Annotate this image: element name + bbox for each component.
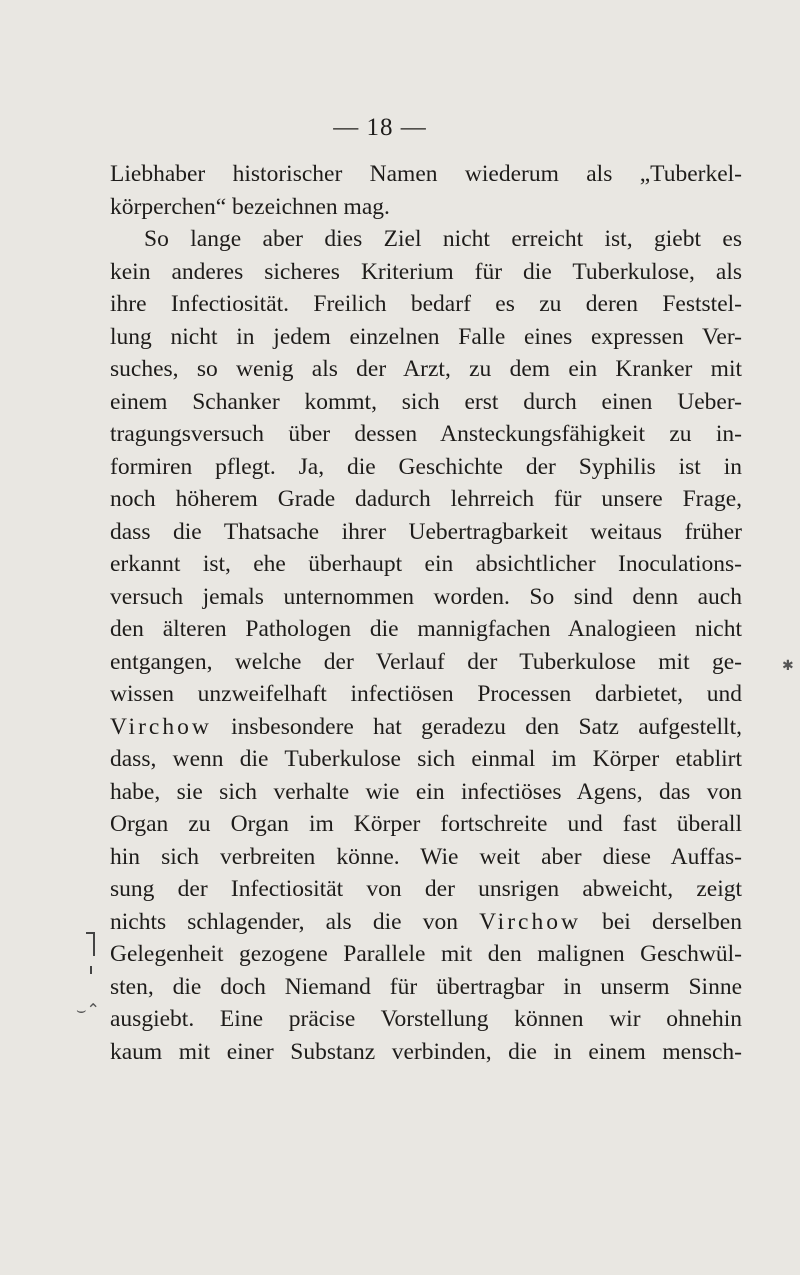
text-line: Organ zu Organ im Körper fortschreite und fast überall <box>110 811 742 837</box>
text-line: suches, so wenig als der Arzt, zu dem ein Kranker mit <box>110 356 742 382</box>
spaced-name: Virchow <box>110 713 212 740</box>
text-line: Virchow insbesondere hat geradezu den Satz aufgestellt, <box>110 713 742 740</box>
text-line: dass, wenn die Tuberkulose sich einmal im Körper etablirt <box>110 746 742 772</box>
text-line: den älteren Pathologen die mannigfachen Analogieen nicht <box>110 616 742 642</box>
page-number: — 18 — <box>333 114 427 141</box>
text-line: erkannt ist, ehe überhaupt ein absichtlicher Inoculations- <box>110 551 742 577</box>
text-line: wissen unzweifelhaft infectiösen Processen darbietet, und <box>110 681 742 707</box>
text-line: entgangen, welche der Verlauf der Tuberkulose mit ge- <box>110 648 742 675</box>
text-line: Liebhaber historischer Namen wiederum als „Tuberkel- <box>110 161 742 187</box>
spaced-name: Virchow <box>479 908 581 935</box>
text-line: ihre Infectiosität. Freilich bedarf es zu deren Feststel- <box>110 291 742 317</box>
text-line: einem Schanker kommt, sich erst durch einen Ueber- <box>110 388 742 415</box>
text-line: lung nicht in jedem einzelnen Falle eines expressen Ver- <box>110 323 742 350</box>
text-line: hin sich verbreiten könne. Wie weit aber diese Auffas- <box>110 843 742 870</box>
text-line: Gelegenheit gezogene Parallele mit den malignen Geschwül- <box>110 941 742 967</box>
text-line: kein anderes sicheres Kriterium für die Tuberkulose, als <box>110 258 742 285</box>
body-text <box>110 158 742 1068</box>
margin-tick-mark <box>90 966 92 974</box>
text-line: formiren pflegt. Ja, die Geschichte der Syphilis ist in <box>110 453 742 480</box>
text-line: sung der Infectiosität von der unsrigen abweicht, zeigt <box>110 876 742 902</box>
text-line: körperchen“ bezeichnen mag. <box>110 193 390 220</box>
text-line: tragungsversuch über dessen Ansteckungsfähigkeit zu in- <box>110 421 742 447</box>
text-line: dass die Thatsache ihrer Uebertragbarkeit weitaus früher <box>110 518 742 545</box>
text-line: So lange aber dies Ziel nicht erreicht ist, giebt es <box>144 226 742 252</box>
margin-bracket-mark <box>86 932 95 956</box>
margin-star-mark: ✱ <box>782 658 794 674</box>
text-line: ausgiebt. Eine präcise Vorstellung können wir ohnehin <box>110 1006 742 1032</box>
text-line: noch höherem Grade dadurch lehrreich für unsere Frage, <box>110 486 742 512</box>
text-line: sten, die doch Niemand für übertragbar in unserm Sinne <box>110 973 742 1000</box>
text-line: kaum mit einer Substanz verbinden, die in einem mensch- <box>110 1038 742 1065</box>
text-line: habe, sie sich verhalte wie ein infectiöses Agens, das von <box>110 778 742 805</box>
text-line: nichts schlagender, als die von Virchow bei derselben <box>110 908 742 935</box>
margin-scribble-mark: ⌣⌃ <box>76 1000 100 1019</box>
text-line: versuch jemals unternommen worden. So sind denn auch <box>110 583 742 610</box>
